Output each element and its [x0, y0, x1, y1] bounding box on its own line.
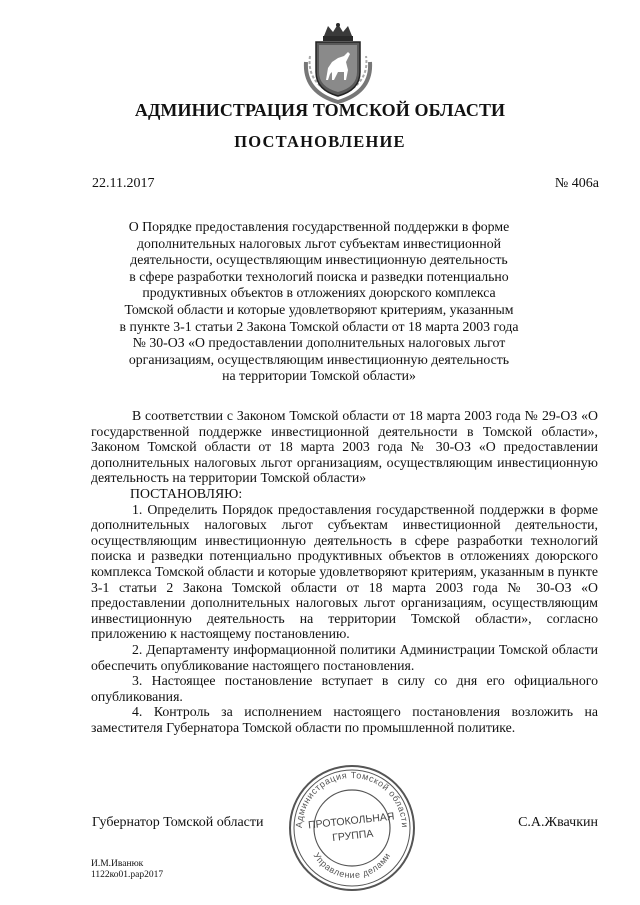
item-paragraph: 2. Департаменту информационной политики Администрации Томской области обеспечить опубликование настоящего постановления.	[91, 641, 598, 673]
svg-text:Управление делами	[312, 851, 393, 880]
document-subject	[110, 219, 528, 385]
item-paragraph: 3. Настоящее постановление вступает в силу со дня его официального опубликования.	[91, 673, 598, 704]
document-number: № 406а	[554, 176, 599, 191]
item-paragraph: 4. Контроль за исполнением настоящего постановления возложить на заместителя Губернатора Томской области по промышленной политике.	[91, 704, 598, 735]
stamp-inner-line1: ПРОТОКОЛЬНАЯ	[307, 810, 395, 832]
official-stamp	[286, 762, 418, 894]
coat-of-arms	[302, 22, 374, 104]
subject-line: дополнительных налоговых льгот субъектам инвестиционной	[137, 235, 501, 251]
subject-line: № 30-ОЗ «О предоставлении дополнительных налоговых льгот	[132, 335, 506, 351]
item-paragraph: 1. Определить Порядок предоставления государственной поддержки в форме дополнительных налоговых льгот субъектам инвестиционной деятельности, осуществляющим инвестиционную деятельность в сфере разработки технологий поиска и разведки потенциально продуктивных объектов в отложениях доюрского комплекса Томской области и которые удовлетворяют критериям, указанным в пункте 3-1 статьи 2 Закона Томской области от 18 марта 2003 года № 30-ОЗ «О предоставлении дополнительных налоговых льгот организациям, осуществляющим инвестиционную деятельность на территории Томской области», согласно приложению к настоящему постановлению.	[91, 501, 598, 642]
organization-title: АДМИНИСТРАЦИЯ ТОМСКОЙ ОБЛАСТИ	[134, 100, 506, 120]
subject-line: продуктивных объектов в отложениях доюрского комплекса	[142, 285, 496, 301]
document-body	[91, 408, 598, 735]
executor-name: И.М.Иванюк	[91, 859, 144, 869]
signatory-name: С.А.Жвачкин	[518, 815, 598, 830]
subject-line: в пункте 3-1 статьи 2 Закона Томской области от 18 марта 2003 года	[119, 318, 519, 334]
tomsk-coat-of-arms-icon	[302, 22, 374, 104]
executor-info	[91, 859, 163, 881]
stamp-ring-bottom: Управление делами	[311, 850, 393, 881]
stamp-inner-line2: ГРУППА	[331, 827, 374, 845]
preamble-paragraph: В соответствии с Законом Томской области от 18 марта 2003 года № 29-ОЗ «О государственной поддержке инвестиционной деятельности в Томской области», Законом Томской области от 18 марта 2003 года № 30-ОЗ «О предоставлении дополнительных налоговых льгот организациям, осуществляющим инвестиционную деятельность на территории Томской области»	[91, 408, 598, 486]
subject-line: О Порядке предоставления государственной поддержки в форме	[128, 219, 510, 234]
subject-line: Томской области и которые удовлетворяют критериям, указанным	[124, 301, 514, 317]
stamp-seal-icon	[286, 762, 418, 894]
subject-line: организациям, осуществляющим инвестиционную деятельность	[128, 351, 510, 367]
resolve-heading: ПОСТАНОВЛЯЮ:	[130, 485, 243, 501]
subject-line: в сфере разработки технологий поиска и разведки потенциально	[129, 268, 509, 284]
stamp-ring-top: Администрация Томской области	[293, 769, 411, 829]
subject-line: на территории Томской области»	[222, 368, 416, 384]
subject-line: деятельности, осуществляющим инвестиционную деятельность	[130, 252, 508, 268]
signatory-title: Губернатор Томской области	[92, 815, 264, 830]
executor-file: 1122ко01.рар2017	[91, 870, 164, 880]
document-date: 22.11.2017	[92, 176, 155, 191]
document-type: ПОСТАНОВЛЕНИЕ	[234, 132, 406, 151]
